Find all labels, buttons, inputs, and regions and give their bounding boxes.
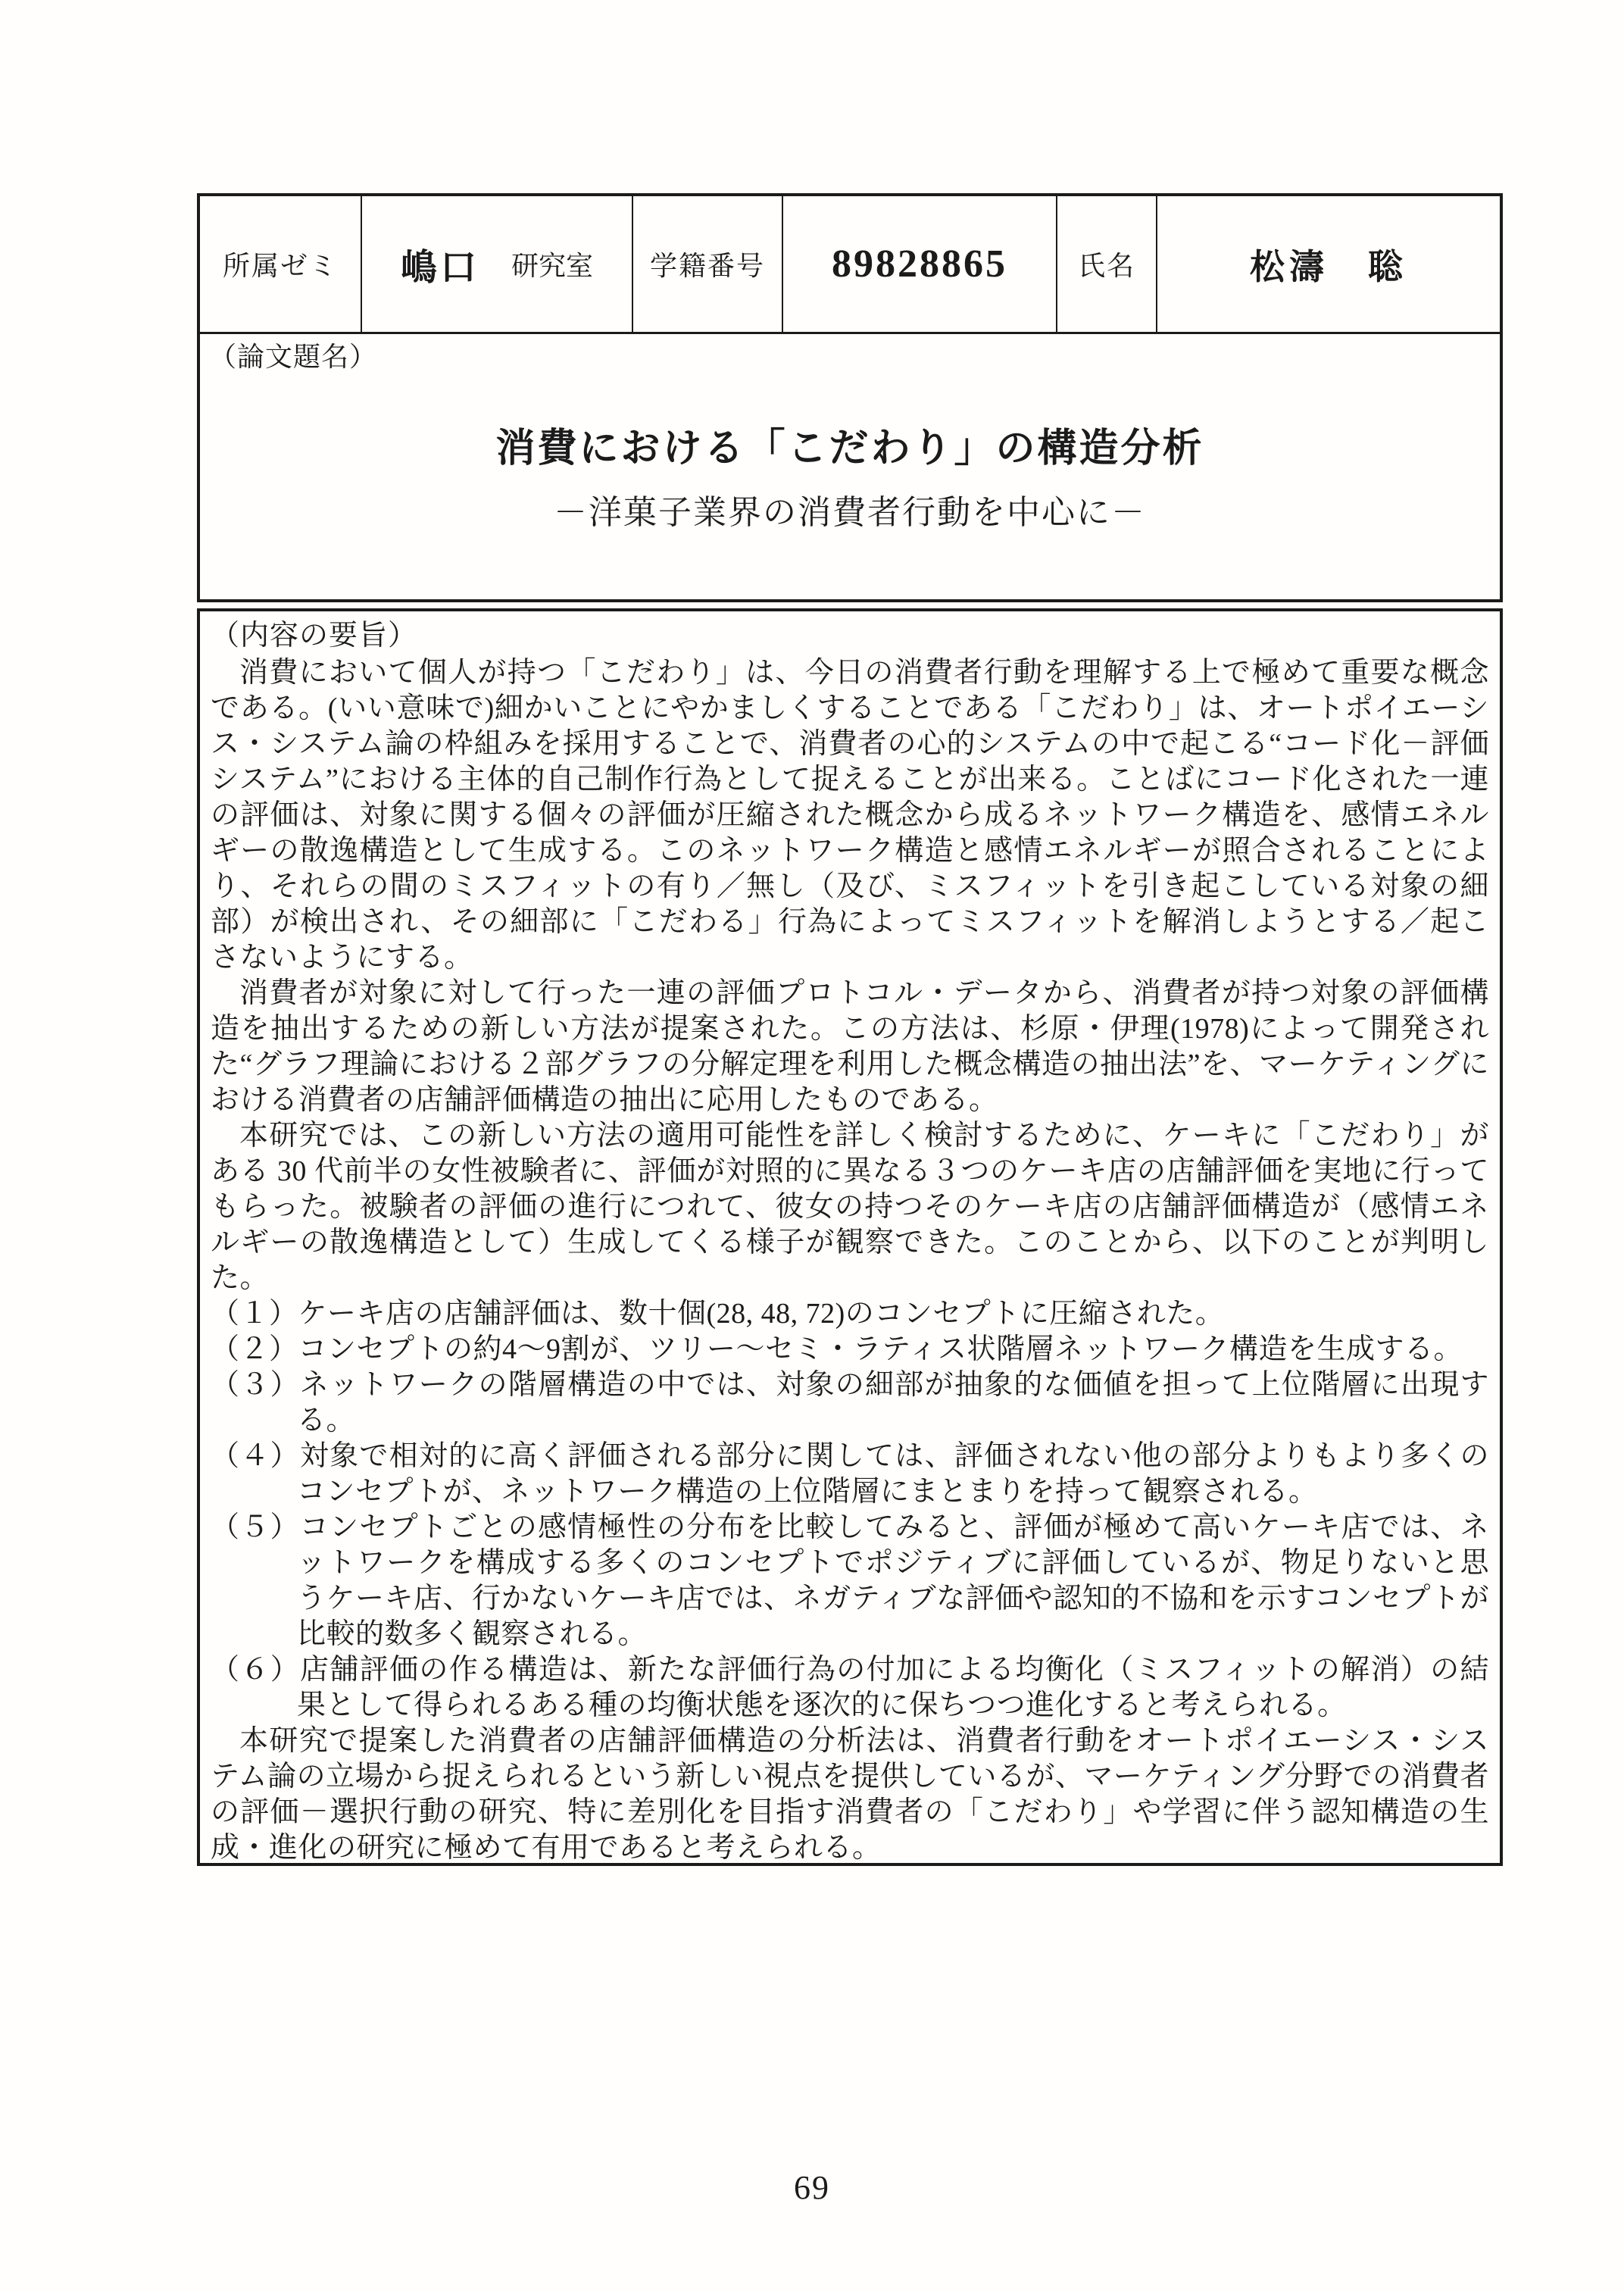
abstract-paragraph: 本研究で提案した消費者の店舗評価構造の分析法は、消費者行動をオートポイエーシス・システム論の立場から捉えられるという新しい視点を提供しているが、マーケティング分野での消費者の評価－選択行動の研究、特に差別化を目指す消費者の「こだわり」や学習に伴う認知構造の生成・進化の研究に極めて有用であると考えられる。 <box>211 1725 1489 1864</box>
abstract-box <box>197 608 1503 1866</box>
abstract-paragraph: 消費において個人が持つ「こだわり」は、今日の消費者行動を理解する上で極めて重要な概念である。(いい意味で)細かいことにやかましくすることである「こだわり」は、オートポイエーシス・システム論の枠組みを採用することで、消費者の心的システムの中で起こる“コード化－評価システム”における主体的自己制作行為として捉えることが出来る。ことばにコード化された一連の評価は、対象に関する個々の評価が圧縮された概念から成るネットワーク構造を、感情エネルギーの散逸構造として生成する。このネットワーク構造と感情エネルギーが照合されることにより、それらの間のミスフィットの有り／無し（及び、ミスフィットを引き起こしている対象の細部）が検出され、その細部に「こだわる」行為によってミスフィットを解消しようとする／起こさないようにする。 <box>211 657 1489 974</box>
student-id-label: 学籍番号 <box>649 251 765 281</box>
seminar-label-cell <box>200 196 362 332</box>
title-area <box>200 340 1500 606</box>
name-label-cell <box>1057 196 1157 332</box>
student-id-cell <box>783 196 1057 332</box>
abstract-list-item: （６）店舗評価の作る構造は、新たな評価行為の付加による均衡化（ミスフィットの解消）の結果として得られるある種の均衡状態を逐次的に保ちつつ進化すると考えられる。 <box>211 1654 1489 1721</box>
seminar-label: 所属ゼミ <box>222 251 338 281</box>
seminar-name: 嶋口 <box>400 248 479 288</box>
abstract-list-item: （５）コンセプトごとの感情極性の分布を比較してみると、評価が極めて高いケーキ店では、ネットワークを構成する多くのコンセプトでポジティブに評価しているが、物足りないと思うケーキ店、行かないケーキ店では、ネガティブな評価や認知的不協和を示すコンセプトが比較的数多く観察される。 <box>211 1511 1489 1650</box>
thesis-title: 消費における「こだわり」の構造分析 <box>495 427 1204 470</box>
name-label: 氏名 <box>1077 251 1135 281</box>
abstract-paragraph: 本研究では、この新しい方法の適用可能性を詳しく検討するために、ケーキに「こだわり」がある 30 代前半の女性被験者に、評価が対照的に異なる３つのケーキ店の店舗評価を実地に行ってもらった。被験者の評価の進行につれて、彼女の持つそのケーキ店の店舗評価構造が（感情エネルギーの散逸構造として）生成してくる様子が観察できた。このことから、以下のことが判明した。 <box>211 1120 1489 1294</box>
student-name: 松濤 聡 <box>1250 247 1407 286</box>
abstract-list-item: （２）コンセプトの約4～9割が、ツリー～セミ・ラティス状階層ネットワーク構造を生成する。 <box>211 1333 1463 1365</box>
abstract-list-item: （１）ケーキ店の店舗評価は、数十個(28, 48, 72)のコンセプトに圧縮された。 <box>211 1298 1225 1330</box>
abstract-list-item: （３）ネットワークの階層構造の中では、対象の細部が抽象的な価値を担って上位階層に出現する。 <box>211 1369 1489 1436</box>
seminar-suffix: 研究室 <box>511 251 594 281</box>
abstract-paragraph: 消費者が対象に対して行った一連の評価プロトコル・データから、消費者が持つ対象の評価構造を抽出するための新しい方法が提案された。この方法は、杉原・伊理(1978)によって開発された“グラフ理論における２部グラフの分解定理を利用した概念構造の抽出法”を、マーケティングにおける消費者の店舗評価構造の抽出に応用したものである。 <box>211 977 1489 1116</box>
thesis-subtitle: －洋菓子業界の消費者行動を中心に－ <box>554 494 1146 531</box>
student-id-value: 89828865 <box>832 242 1007 286</box>
title-caption: （論文題名） <box>209 342 378 372</box>
abstract-caption: （内容の要旨） <box>211 620 418 652</box>
header-title-box <box>197 193 1503 602</box>
seminar-value-cell <box>362 196 633 332</box>
page-number: 69 <box>794 2169 830 2206</box>
header-row <box>200 196 1500 334</box>
abstract-list-item: （４）対象で相対的に高く評価される部分に関しては、評価されない他の部分よりもより多くのコンセプトが、ネットワーク構造の上位階層にまとまりを持って観察される。 <box>211 1440 1489 1508</box>
name-value-cell <box>1157 196 1500 332</box>
student-id-label-cell <box>633 196 783 332</box>
